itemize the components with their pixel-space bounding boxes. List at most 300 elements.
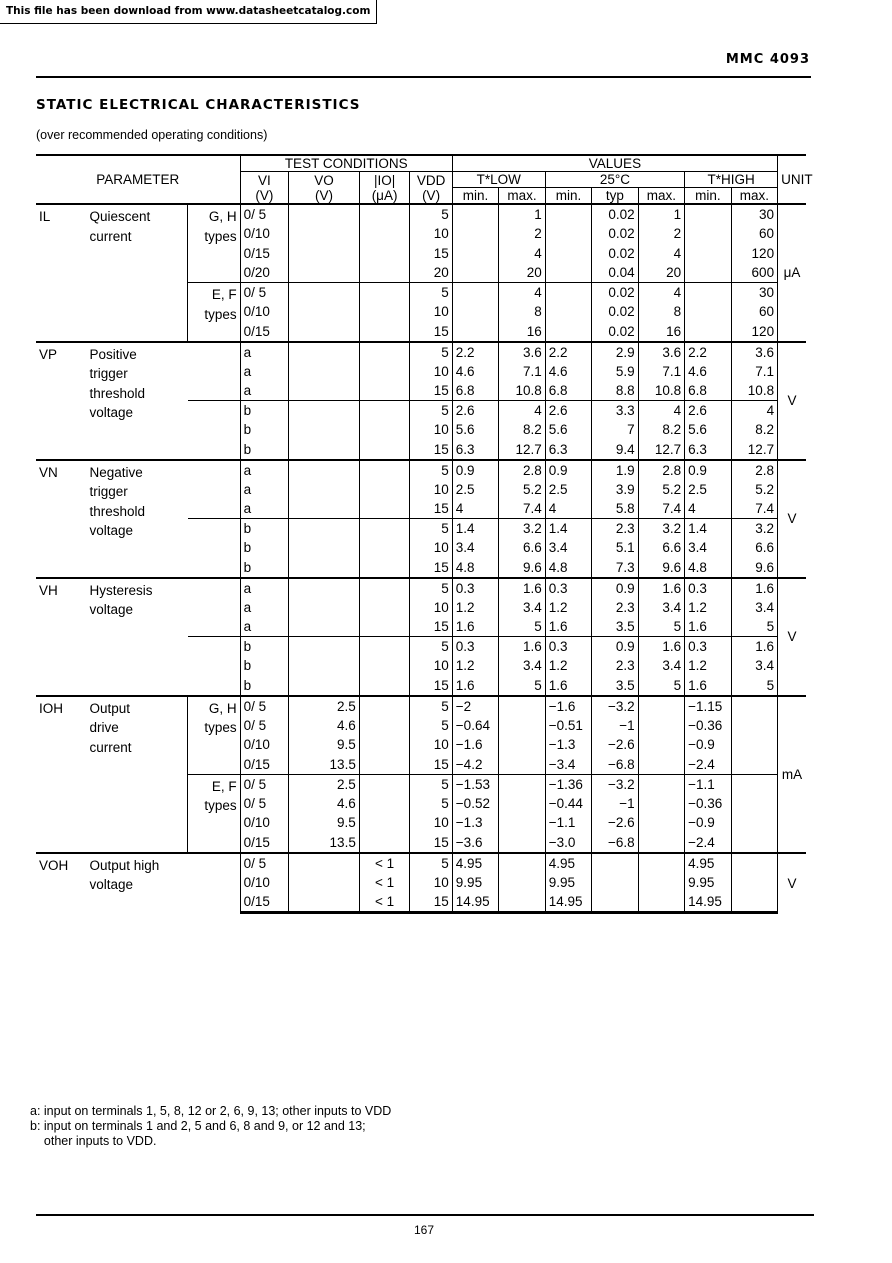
cell-vi: 0/ 5: [240, 716, 289, 736]
cell-vdd: 10: [410, 538, 452, 558]
param-unit: μA: [778, 204, 806, 342]
cell-vi: 0/15: [240, 244, 289, 264]
cell-tlow-min: −4.2: [452, 755, 498, 775]
cell-25c-typ: 0.02: [592, 244, 638, 264]
cell-thigh-min: 9.95: [685, 873, 731, 893]
cell-vi: 0/10: [240, 224, 289, 244]
cell-25c-min: −1.1: [545, 813, 591, 833]
cell-25c-min: 3.4: [545, 538, 591, 558]
cell-25c-typ: −1: [592, 716, 638, 736]
cell-thigh-min: −0.36: [685, 794, 731, 814]
cell-io: [359, 755, 410, 775]
cell-tlow-min: 6.8: [452, 381, 498, 401]
cell-io: [359, 617, 410, 637]
cell-io: [359, 696, 410, 716]
cell-tlow-min: 3.4: [452, 538, 498, 558]
cell-thigh-min: 1.4: [685, 519, 731, 539]
cell-25c-min: −0.44: [545, 794, 591, 814]
cell-25c-typ: 0.02: [592, 204, 638, 224]
cell-tlow-min: [452, 224, 498, 244]
cell-tlow-max: [499, 716, 545, 736]
cell-vdd: 5: [410, 283, 452, 303]
cell-io: [359, 342, 410, 362]
cell-tlow-max: 3.2: [499, 519, 545, 539]
cell-vi: b: [240, 440, 289, 460]
cell-thigh-max: 120: [731, 244, 777, 264]
cell-vo: [289, 283, 360, 303]
cell-vi: 0/15: [240, 833, 289, 853]
cell-25c-typ: −3.2: [592, 696, 638, 716]
cell-vo: [289, 656, 360, 676]
param-symbol: VOH: [36, 853, 87, 913]
cell-io: [359, 656, 410, 676]
cell-vo: [289, 224, 360, 244]
cell-tlow-min: 6.3: [452, 440, 498, 460]
cell-io: [359, 420, 410, 440]
cell-tlow-min: 1.6: [452, 676, 498, 696]
cell-25c-min: 1.6: [545, 617, 591, 637]
cell-vdd: 10: [410, 813, 452, 833]
param-name: Output high voltage: [87, 853, 188, 913]
cell-tlow-min: −0.52: [452, 794, 498, 814]
cell-tlow-min: −3.6: [452, 833, 498, 853]
cell-25c-max: 2.8: [638, 460, 684, 480]
cell-tlow-max: 3.4: [499, 656, 545, 676]
param-type: E, F types: [188, 774, 241, 853]
cell-thigh-min: [685, 224, 731, 244]
cell-vo: [289, 578, 360, 598]
cell-vdd: 20: [410, 263, 452, 283]
cell-vo: [289, 637, 360, 657]
cell-vo: [289, 499, 360, 519]
cell-tlow-min: 4.8: [452, 558, 498, 578]
cell-thigh-max: 30: [731, 283, 777, 303]
param-type: [188, 853, 241, 913]
cell-25c-max: [638, 892, 684, 913]
cell-vdd: 5: [410, 696, 452, 716]
cell-25c-min: [545, 224, 591, 244]
cell-thigh-max: [731, 755, 777, 775]
cell-io: [359, 598, 410, 618]
cell-vi: 0/10: [240, 873, 289, 893]
cell-25c-typ: −2.6: [592, 735, 638, 755]
cell-vi: a: [240, 480, 289, 500]
cell-vdd: 10: [410, 420, 452, 440]
cell-25c-min: 1.4: [545, 519, 591, 539]
cell-vi: 0/ 5: [240, 794, 289, 814]
footnote-b-cont: other inputs to VDD.: [30, 1134, 157, 1148]
cell-25c-min: −1.36: [545, 774, 591, 794]
cell-vo: [289, 598, 360, 618]
cell-vdd: 5: [410, 342, 452, 362]
cell-25c-max: 5: [638, 676, 684, 696]
cell-25c-min: 2.6: [545, 401, 591, 421]
cell-tlow-max: 8: [499, 302, 545, 322]
cell-io: [359, 735, 410, 755]
cell-25c-min: 9.95: [545, 873, 591, 893]
cell-io: [359, 716, 410, 736]
header-thigh-min: min.: [685, 188, 731, 205]
cell-tlow-min: −1.53: [452, 774, 498, 794]
cell-vdd: 5: [410, 401, 452, 421]
cell-25c-min: −1.6: [545, 696, 591, 716]
cell-tlow-max: [499, 774, 545, 794]
cell-thigh-min: 4.8: [685, 558, 731, 578]
cell-tlow-max: 8.2: [499, 420, 545, 440]
cell-vo: 4.6: [289, 794, 360, 814]
cell-vdd: 15: [410, 381, 452, 401]
cell-thigh-max: 600: [731, 263, 777, 283]
cell-vdd: 10: [410, 224, 452, 244]
section-subtitle: (over recommended operating conditions): [36, 128, 268, 142]
cell-io: [359, 224, 410, 244]
cell-vo: [289, 204, 360, 224]
cell-25c-min: 14.95: [545, 892, 591, 913]
cell-vdd: 5: [410, 519, 452, 539]
cell-vi: b: [240, 401, 289, 421]
cell-io: [359, 794, 410, 814]
cell-vdd: 15: [410, 244, 452, 264]
cell-tlow-min: 4: [452, 499, 498, 519]
cell-vi: 0/10: [240, 735, 289, 755]
cell-tlow-max: 3.6: [499, 342, 545, 362]
cell-25c-min: 2.5: [545, 480, 591, 500]
cell-thigh-min: 2.5: [685, 480, 731, 500]
cell-vi: b: [240, 656, 289, 676]
cell-25c-min: 0.3: [545, 637, 591, 657]
cell-25c-min: 4.95: [545, 853, 591, 873]
cell-25c-max: [638, 873, 684, 893]
cell-vi: 0/ 5: [240, 204, 289, 224]
cell-tlow-min: [452, 263, 498, 283]
cell-25c-typ: 7: [592, 420, 638, 440]
cell-25c-max: 4: [638, 283, 684, 303]
cell-tlow-min: 4.95: [452, 853, 498, 873]
cell-25c-typ: −1: [592, 794, 638, 814]
cell-vi: b: [240, 637, 289, 657]
cell-25c-max: [638, 755, 684, 775]
cell-io: [359, 440, 410, 460]
cell-vi: a: [240, 617, 289, 637]
cell-thigh-min: −2.4: [685, 833, 731, 853]
header-unit: UNIT: [778, 155, 806, 204]
param-name: Hysteresis voltage: [87, 578, 188, 696]
cell-vo: 4.6: [289, 716, 360, 736]
cell-io: [359, 244, 410, 264]
cell-vi: b: [240, 676, 289, 696]
cell-tlow-min: 1.2: [452, 656, 498, 676]
cell-25c-min: 0.9: [545, 460, 591, 480]
cell-io: [359, 302, 410, 322]
footnote-b: b: input on terminals 1 and 2, 5 and 6, 8 and 9, or 12 and 13;: [30, 1119, 366, 1133]
cell-tlow-max: 1: [499, 204, 545, 224]
cell-tlow-max: [499, 755, 545, 775]
cell-vi: a: [240, 499, 289, 519]
cell-25c-max: [638, 833, 684, 853]
cell-tlow-max: 5: [499, 676, 545, 696]
header-25c-max: max.: [638, 188, 684, 205]
cell-vdd: 15: [410, 755, 452, 775]
cell-thigh-max: 10.8: [731, 381, 777, 401]
cell-io: [359, 676, 410, 696]
cell-25c-typ: 3.9: [592, 480, 638, 500]
cell-vo: [289, 617, 360, 637]
header-25c-typ: typ: [592, 188, 638, 205]
cell-thigh-min: 1.6: [685, 617, 731, 637]
cell-thigh-max: 3.4: [731, 656, 777, 676]
cell-tlow-min: [452, 283, 498, 303]
cell-25c-max: 8: [638, 302, 684, 322]
cell-25c-typ: 0.02: [592, 283, 638, 303]
param-name: Output drive current: [87, 696, 188, 853]
cell-tlow-max: 2: [499, 224, 545, 244]
cell-vi: 0/15: [240, 892, 289, 913]
cell-tlow-max: 1.6: [499, 637, 545, 657]
table-row: [36, 460, 806, 480]
cell-tlow-max: [499, 735, 545, 755]
cell-thigh-max: 1.6: [731, 637, 777, 657]
cell-vdd: 10: [410, 656, 452, 676]
cell-vdd: 10: [410, 362, 452, 382]
cell-thigh-min: 2.6: [685, 401, 731, 421]
cell-tlow-max: 9.6: [499, 558, 545, 578]
cell-io: < 1: [359, 892, 410, 913]
cell-tlow-max: [499, 813, 545, 833]
table-row: [36, 578, 806, 598]
cell-25c-typ: 3.5: [592, 676, 638, 696]
cell-vi: 0/15: [240, 322, 289, 342]
cell-25c-min: [545, 302, 591, 322]
cell-25c-typ: 0.04: [592, 263, 638, 283]
cell-25c-typ: [592, 873, 638, 893]
cell-25c-max: 4: [638, 401, 684, 421]
cell-vdd: 15: [410, 558, 452, 578]
cell-io: [359, 381, 410, 401]
param-symbol: VN: [36, 460, 87, 578]
cell-thigh-min: −0.9: [685, 813, 731, 833]
part-number: MMC 4093: [725, 52, 810, 67]
header-thigh-max: max.: [731, 188, 777, 205]
cell-thigh-max: 60: [731, 302, 777, 322]
cell-tlow-max: 4: [499, 401, 545, 421]
cell-thigh-max: [731, 716, 777, 736]
cell-tlow-min: 1.6: [452, 617, 498, 637]
cell-vi: 0/20: [240, 263, 289, 283]
param-type: [188, 401, 241, 460]
cell-io: [359, 460, 410, 480]
cell-25c-typ: 2.3: [592, 519, 638, 539]
cell-tlow-min: 9.95: [452, 873, 498, 893]
cell-25c-min: −3.0: [545, 833, 591, 853]
param-type: G, H types: [188, 204, 241, 283]
cell-vdd: 15: [410, 322, 452, 342]
cell-io: [359, 263, 410, 283]
cell-tlow-min: 4.6: [452, 362, 498, 382]
cell-25c-min: 6.3: [545, 440, 591, 460]
cell-tlow-max: [499, 892, 545, 913]
param-symbol: VH: [36, 578, 87, 696]
cell-25c-max: 3.4: [638, 656, 684, 676]
cell-25c-typ: [592, 853, 638, 873]
cell-vdd: 15: [410, 833, 452, 853]
header-vdd: VDD (V): [410, 172, 452, 205]
cell-thigh-min: 4.95: [685, 853, 731, 873]
cell-io: [359, 283, 410, 303]
cell-25c-min: [545, 283, 591, 303]
cell-vo: 13.5: [289, 755, 360, 775]
table-row: [36, 342, 806, 362]
cell-thigh-min: 6.8: [685, 381, 731, 401]
cell-tlow-max: 6.6: [499, 538, 545, 558]
cell-vdd: 10: [410, 873, 452, 893]
cell-vi: 0/ 5: [240, 853, 289, 873]
cell-vo: 2.5: [289, 774, 360, 794]
table-row: [36, 696, 806, 716]
cell-vi: a: [240, 460, 289, 480]
cell-tlow-min: −1.3: [452, 813, 498, 833]
cell-tlow-min: 2.6: [452, 401, 498, 421]
cell-tlow-min: 1.4: [452, 519, 498, 539]
cell-vi: b: [240, 519, 289, 539]
cell-io: [359, 558, 410, 578]
header-tlow-min: min.: [452, 188, 498, 205]
cell-vdd: 15: [410, 892, 452, 913]
cell-vo: [289, 420, 360, 440]
cell-tlow-min: 0.3: [452, 637, 498, 657]
cell-vo: [289, 322, 360, 342]
cell-thigh-max: 7.1: [731, 362, 777, 382]
cell-thigh-max: [731, 813, 777, 833]
cell-tlow-min: [452, 302, 498, 322]
cell-25c-typ: −6.8: [592, 833, 638, 853]
cell-vi: b: [240, 538, 289, 558]
cell-25c-max: [638, 774, 684, 794]
cell-25c-min: 4.6: [545, 362, 591, 382]
cell-25c-typ: −6.8: [592, 755, 638, 775]
cell-thigh-min: [685, 322, 731, 342]
cell-thigh-min: 1.2: [685, 598, 731, 618]
cell-vdd: 10: [410, 598, 452, 618]
cell-vo: 2.5: [289, 696, 360, 716]
cell-vo: [289, 263, 360, 283]
cell-thigh-min: 0.9: [685, 460, 731, 480]
page-number: 167: [414, 1223, 435, 1237]
cell-vdd: 10: [410, 302, 452, 322]
cell-25c-max: [638, 696, 684, 716]
cell-thigh-max: 3.4: [731, 598, 777, 618]
param-symbol: IOH: [36, 696, 87, 853]
cell-25c-min: 4.8: [545, 558, 591, 578]
table-body: [36, 204, 806, 913]
cell-thigh-min: 5.6: [685, 420, 731, 440]
cell-25c-max: [638, 794, 684, 814]
cell-25c-typ: 3.5: [592, 617, 638, 637]
cell-25c-max: 8.2: [638, 420, 684, 440]
cell-tlow-min: 5.6: [452, 420, 498, 440]
cell-tlow-min: −2: [452, 696, 498, 716]
cell-io: < 1: [359, 873, 410, 893]
cell-25c-typ: −2.6: [592, 813, 638, 833]
cell-thigh-max: 8.2: [731, 420, 777, 440]
cell-vo: [289, 440, 360, 460]
cell-thigh-max: [731, 735, 777, 755]
cell-thigh-max: 4: [731, 401, 777, 421]
cell-25c-max: 16: [638, 322, 684, 342]
cell-vdd: 15: [410, 440, 452, 460]
cell-vo: 13.5: [289, 833, 360, 853]
cell-tlow-max: 16: [499, 322, 545, 342]
cell-io: [359, 833, 410, 853]
cell-thigh-max: [731, 774, 777, 794]
cell-io: [359, 774, 410, 794]
cell-io: [359, 401, 410, 421]
cell-thigh-max: 5: [731, 676, 777, 696]
cell-25c-min: 0.3: [545, 578, 591, 598]
cell-25c-typ: 0.02: [592, 322, 638, 342]
cell-vi: a: [240, 381, 289, 401]
cell-25c-max: [638, 813, 684, 833]
param-name: Positive trigger threshold voltage: [87, 342, 188, 460]
cell-vo: [289, 302, 360, 322]
cell-tlow-max: 20: [499, 263, 545, 283]
cell-25c-typ: 5.1: [592, 538, 638, 558]
cell-thigh-min: [685, 263, 731, 283]
cell-tlow-max: [499, 873, 545, 893]
cell-25c-min: [545, 244, 591, 264]
header-parameter: PARAMETER: [36, 155, 240, 204]
cell-25c-typ: 0.02: [592, 302, 638, 322]
cell-25c-typ: 0.9: [592, 637, 638, 657]
table-row: [36, 204, 806, 224]
cell-tlow-max: [499, 696, 545, 716]
header-25c: 25°C: [545, 172, 684, 188]
cell-vdd: 5: [410, 578, 452, 598]
cell-thigh-min: 3.4: [685, 538, 731, 558]
cell-25c-max: [638, 735, 684, 755]
cell-25c-max: 3.6: [638, 342, 684, 362]
cell-io: [359, 499, 410, 519]
cell-tlow-max: 5.2: [499, 480, 545, 500]
param-name: Negative trigger threshold voltage: [87, 460, 188, 578]
cell-io: [359, 538, 410, 558]
param-type: [188, 637, 241, 696]
cell-25c-typ: 0.9: [592, 578, 638, 598]
cell-thigh-max: 3.2: [731, 519, 777, 539]
cell-tlow-max: 5: [499, 617, 545, 637]
cell-25c-min: 1.2: [545, 598, 591, 618]
cell-vdd: 5: [410, 637, 452, 657]
cell-25c-min: −3.4: [545, 755, 591, 775]
cell-25c-max: 5.2: [638, 480, 684, 500]
cell-thigh-max: 6.6: [731, 538, 777, 558]
cell-thigh-min: 0.3: [685, 637, 731, 657]
cell-25c-max: 3.2: [638, 519, 684, 539]
cell-thigh-max: [731, 833, 777, 853]
cell-thigh-max: 12.7: [731, 440, 777, 460]
cell-25c-max: 5: [638, 617, 684, 637]
cell-vdd: 15: [410, 499, 452, 519]
cell-vi: a: [240, 598, 289, 618]
param-type: [188, 342, 241, 401]
section-title: STATIC ELECTRICAL CHARACTERISTICS: [36, 97, 361, 113]
cell-thigh-max: [731, 794, 777, 814]
cell-thigh-max: [731, 696, 777, 716]
cell-vo: [289, 519, 360, 539]
cell-25c-min: 1.6: [545, 676, 591, 696]
cell-25c-min: 6.8: [545, 381, 591, 401]
param-unit: mA: [778, 696, 806, 853]
cell-thigh-min: [685, 302, 731, 322]
